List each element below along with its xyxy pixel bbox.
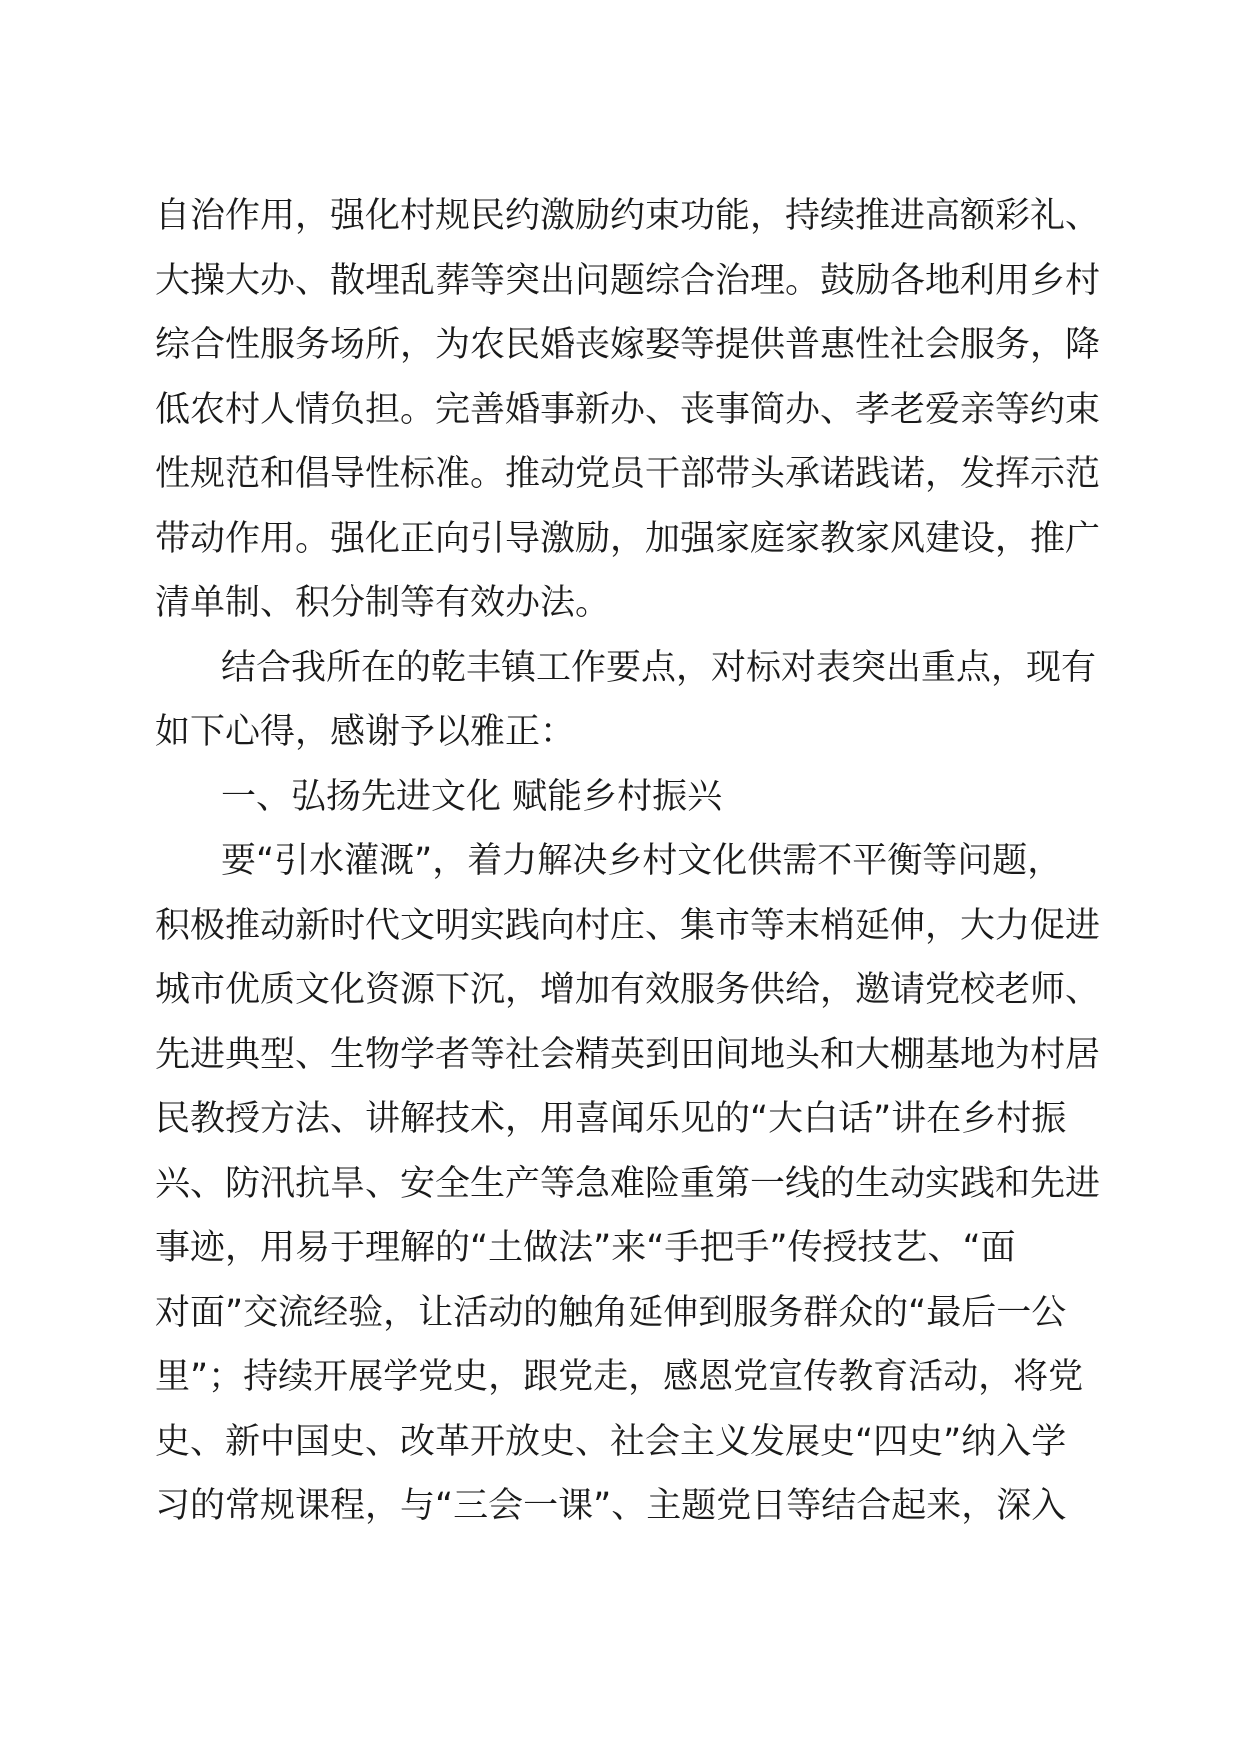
text-line: 习的常规课程，与“三会一课”、主题党日等结合起来，深入 bbox=[155, 1486, 1067, 1526]
text-line: 带动作用。强化正向引导激励，加强家庭家教家风建设，推广 bbox=[155, 518, 1101, 559]
text-line: 先进典型、生物学者等社会精英到田间地头和大棚基地为村居 bbox=[155, 1034, 1101, 1075]
paragraph-3 bbox=[155, 829, 1101, 1539]
paragraph-2 bbox=[155, 636, 1097, 765]
text-line: 兴、防汛抗旱、安全生产等急难险重第一线的生动实践和先进 bbox=[155, 1163, 1101, 1204]
section-heading-1 bbox=[155, 765, 1080, 830]
text-line: 里”；持续开展学党史，跟党走，感恩党宣传教育活动，将党 bbox=[155, 1357, 1084, 1397]
text-line: 大操大办、散埋乱葬等突出问题综合治理。鼓励各地利用乡村 bbox=[155, 260, 1101, 301]
text-line: 事迹，用易于理解的“土做法”来“手把手”传授技艺、“面 bbox=[155, 1228, 1016, 1268]
text-line: 对面”交流经验，让活动的触角延伸到服务群众的“最后一公 bbox=[155, 1292, 1067, 1333]
section-heading: 一、弘扬先进文化 赋能乡村振兴 bbox=[221, 776, 723, 817]
text-line: 史、新中国史、改革开放史、社会主义发展史“四史”纳入学 bbox=[155, 1421, 1067, 1462]
text-line: 自治作用，强化村规民约激励约束功能，持续推进高额彩礼、 bbox=[155, 196, 1101, 236]
text-line: 低农村人情负担。完善婚事新办、丧事简办、孝老爱亲等约束 bbox=[155, 389, 1101, 430]
document-body bbox=[155, 184, 1101, 1539]
text-line: 要“引水灌溉”，着力解决乡村文化供需不平衡等问题， bbox=[221, 841, 1063, 881]
paragraph-1 bbox=[155, 184, 1101, 636]
text-line: 性规范和倡导性标准。推动党员干部带头承诺践诺，发挥示范 bbox=[155, 454, 1101, 494]
text-line: 城市优质文化资源下沉，增加有效服务供给，邀请党校老师、 bbox=[155, 970, 1101, 1010]
text-line: 结合我所在的乾丰镇工作要点，对标对表突出重点，现有 bbox=[221, 647, 1097, 688]
text-line: 综合性服务场所，为农民婚丧嫁娶等提供普惠性社会服务，降 bbox=[155, 325, 1101, 365]
text-line: 积极推动新时代文明实践向村庄、集市等末梢延伸，大力促进 bbox=[155, 905, 1101, 946]
text-line: 清单制、积分制等有效办法。 bbox=[155, 583, 611, 623]
text-line: 如下心得，感谢予以雅正： bbox=[155, 712, 576, 752]
text-line: 民教授方法、讲解技术，用喜闻乐见的“大白话”讲在乡村振 bbox=[155, 1099, 1067, 1139]
